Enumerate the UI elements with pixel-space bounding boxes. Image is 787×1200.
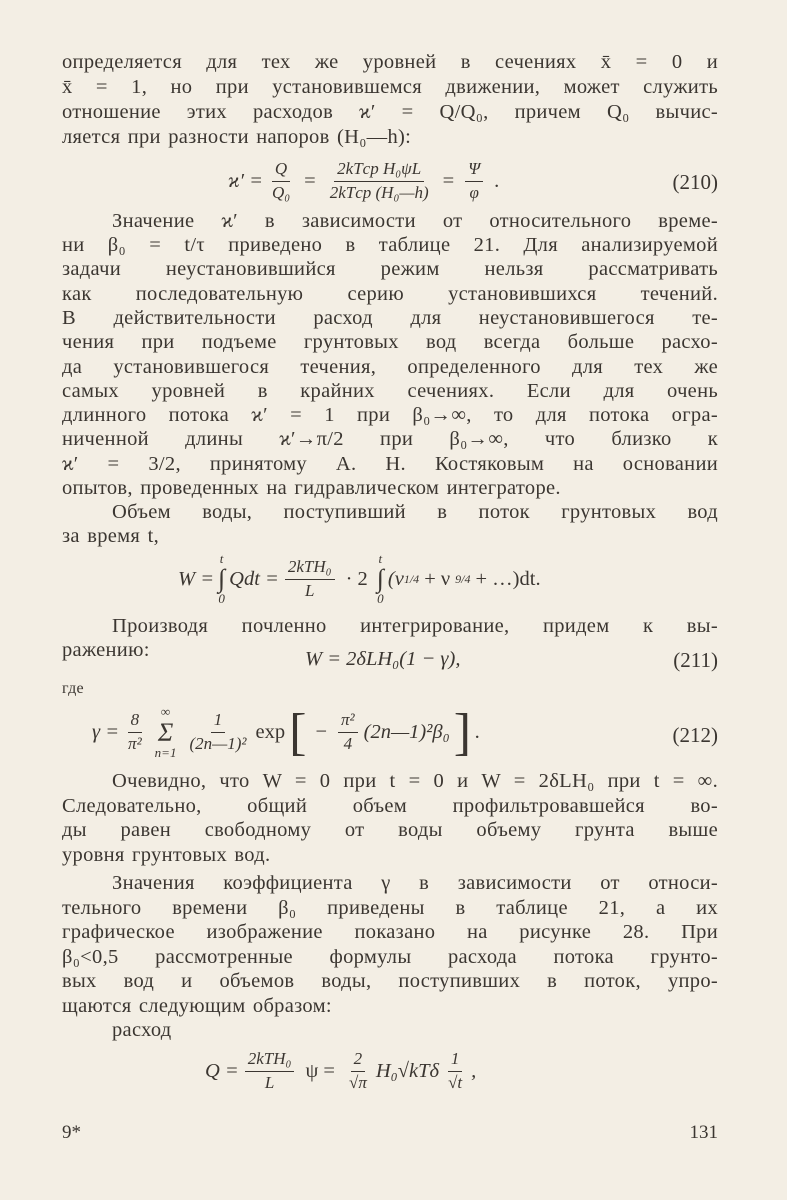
- text-line: тельного времени β₀ приведены в таблице 21, а их: [62, 897, 718, 919]
- text-line: Объем воды, поступивший в поток грунтовых вод: [112, 501, 718, 523]
- fraction: 2kTср H₀ψL 2kTср (H₀—h): [329, 159, 429, 202]
- text-line: ды равен свободному от воды объему грунта выше: [62, 819, 718, 841]
- text-line: за время t,: [62, 525, 159, 547]
- text-line: задачи неустановившийся режим нельзя рассматривать: [62, 258, 718, 280]
- equation-W: W = t ∫ 0 Qdt = 2kTH₀ L · 2 t ∫ 0 (ν 1/4 + ν 9/4 + …)dt.: [178, 551, 541, 607]
- text-line: Значения коэффициента γ в зависимости от относи-: [112, 872, 718, 894]
- text-line: да установившегося течения, определенного для тех же: [62, 356, 718, 378]
- equation-number: (212): [672, 723, 718, 747]
- fraction: $\frac{2}{√\pi}$: [348, 1049, 367, 1092]
- fraction: $\frac{8}{\text{π²}}$: [128, 710, 142, 754]
- text-line: Значение ϰ′ в зависимости от относительного време-: [112, 210, 718, 232]
- fraction: 2kTH₀ L: [245, 1050, 295, 1092]
- text-line: ни β₀ = t/τ приведено в таблице 21. Для анализируемой: [62, 234, 718, 256]
- text-line: β₀<0,5 рассмотренные формулы расхода потока грунто-: [62, 946, 718, 968]
- fraction: 1 √t: [448, 1049, 463, 1092]
- fraction: $\frac{\Psi}{\varphi}$: [465, 160, 483, 202]
- text-line: вых вод и объемов воды, поступивших в поток, упро-: [62, 970, 718, 992]
- equation-number: (210): [672, 170, 718, 194]
- equation-Q: Q = 2kTH₀ L ψ = $\frac{2}{√\pi}$ H₀√kTδ 1 √t ,: [205, 1049, 477, 1092]
- text-line: опытов, проведенных на гидравлическом интеграторе.: [62, 477, 561, 499]
- equation-number: (211): [673, 648, 718, 672]
- fraction: $\frac{Q}{\text{Q₀}}$: [271, 159, 291, 202]
- text-line: ниченной длины ϰ′→π/2 при β₀→∞, что близко к: [62, 428, 718, 450]
- text-line: как последовательную серию установившихся течений.: [62, 283, 718, 305]
- sum: ∞ Σ n=1: [154, 704, 177, 760]
- fraction: $\frac{\text{π²}}{4}$: [338, 711, 358, 753]
- text-line: уровня грунтовых вод.: [62, 844, 271, 866]
- equation-210: ϰ′ = $\frac{Q}{\text{Q₀}}$ = 2kTср H₀ψL 2kTср (H₀—h) = $\frac{\Psi}{\varphi}$ .: [228, 159, 500, 202]
- text-line: чения при подъеме грунтовых вод всегда больше расхо-: [62, 331, 718, 353]
- text-line: В действительности расход для неустановившегося те-: [62, 307, 718, 329]
- text-line: ляется при разности напоров (H₀—h):: [62, 126, 412, 148]
- text-line: длинного потока ϰ′ = 1 при β₀→∞, то для потока огра-: [62, 404, 718, 426]
- text-line: щаются следующим образом:: [62, 995, 332, 1017]
- where-label: где: [62, 680, 84, 697]
- equation-212: γ = $\frac{8}{\text{π²}}$ ∞ Σ n=1 1 (2n—1)² exp [ − $\frac{\text{π²}}{4}$ (2n—1)²β₀ ] .: [92, 704, 481, 761]
- text-line: ϰ′ = 3/2, принятому А. Н. Костяковым на основании: [62, 453, 718, 475]
- text-line: ражению:: [62, 639, 150, 661]
- text-line: отношение этих расходов ϰ′ = Q/Q₀, причем Q₀ вычис-: [62, 101, 718, 123]
- fraction: 1 (2n—1)²: [189, 710, 247, 754]
- equation-211: W = 2δLH₀(1 − γ),: [305, 648, 461, 670]
- text-line: Следовательно, общий объем профильтровавшейся во-: [62, 795, 718, 817]
- eq-lhs: ϰ′ =: [228, 169, 263, 192]
- integral: t ∫ 0: [218, 551, 226, 607]
- text-line: Очевидно, что W = 0 при t = 0 и W = 2δLH₀ при t = ∞.: [112, 770, 718, 792]
- text-line: x̄ = 1, но при установившемся движении, может служить: [62, 76, 718, 98]
- text-line: определяется для тех же уровней в сечениях x̄ = 0 и: [62, 51, 718, 73]
- integral: t ∫ 0: [376, 551, 384, 607]
- page-number: 131: [689, 1122, 718, 1143]
- text-line: графическое изображение показано на рисунке 28. При: [62, 921, 718, 943]
- signature-mark: 9*: [62, 1122, 81, 1143]
- fraction: 2kTH₀ L: [285, 558, 335, 600]
- text-line: Производя почленно интегрирование, придем к вы-: [112, 615, 718, 637]
- text-line: расход: [112, 1019, 172, 1041]
- text-line: самых уровней в крайних сечениях. Если для очень: [62, 380, 718, 402]
